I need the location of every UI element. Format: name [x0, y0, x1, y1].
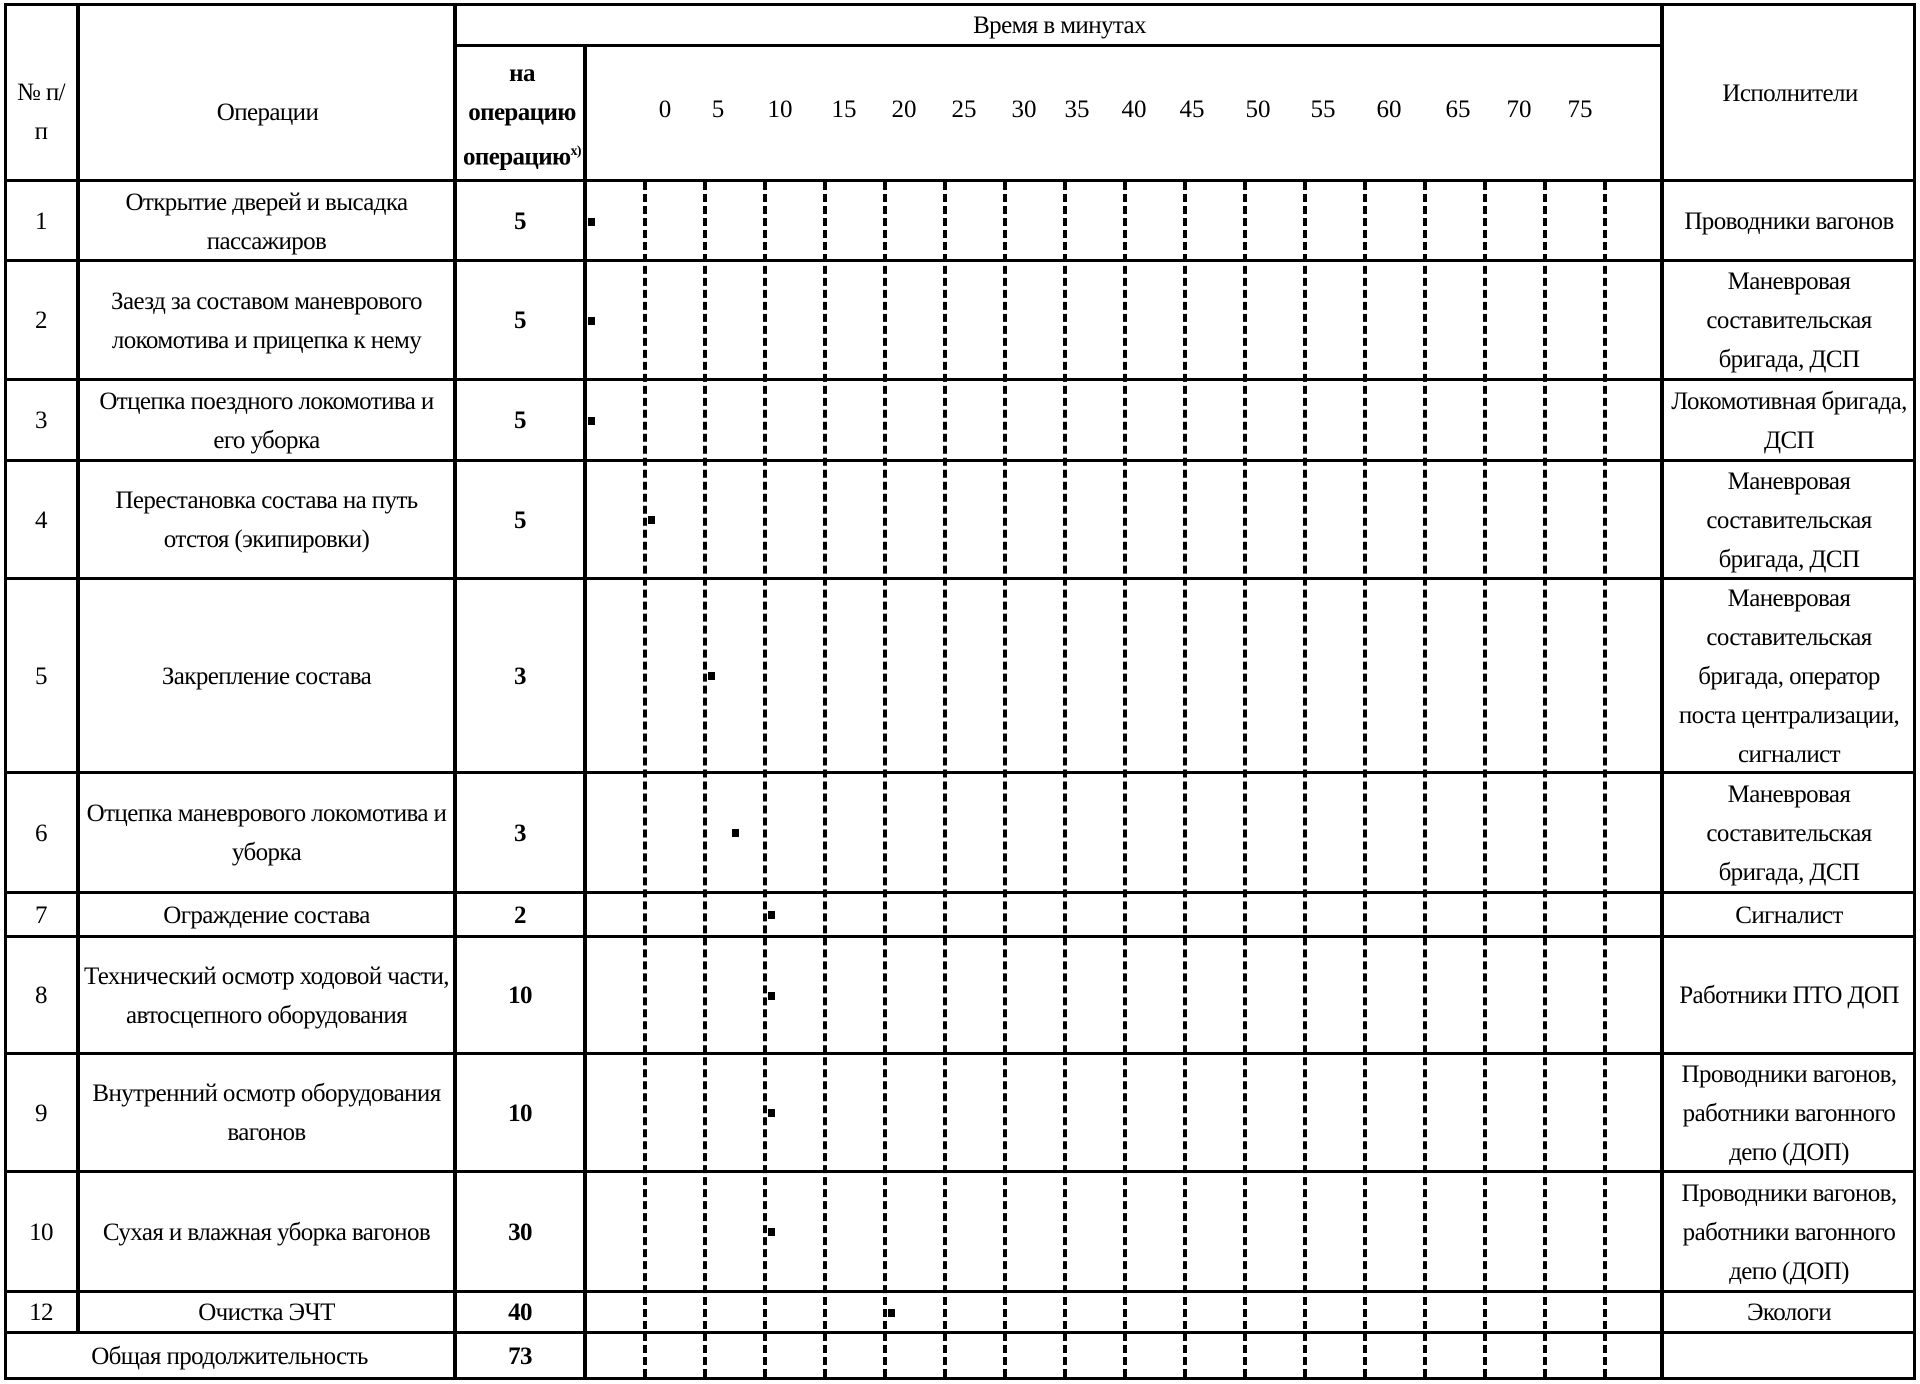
header-executors: Исполнители: [1722, 79, 1858, 107]
row-duration: 10: [508, 982, 532, 1009]
row-operation: Внутренний осмотр оборудования вагонов: [92, 1080, 441, 1146]
total-label: Общая продолжительность: [91, 1343, 368, 1370]
operation-start-marker: [708, 672, 715, 680]
border-line: [4, 1052, 1916, 1055]
minute-tick: 30: [1011, 96, 1037, 123]
per-op-label-suffix: операцию$^{х)}$: [463, 143, 581, 171]
minute-tick: 40: [1121, 96, 1147, 123]
row-num: 12: [29, 1299, 53, 1326]
minute-tick: 15: [831, 96, 857, 123]
row-duration: 10: [508, 1099, 532, 1127]
row-duration: 5: [514, 307, 526, 334]
border-line: [4, 1170, 1916, 1173]
minute-gridline: [1063, 182, 1067, 1377]
border-line: [455, 44, 1662, 47]
border-line: [1660, 3, 1664, 1380]
minute-tick: 10: [767, 96, 793, 123]
minute-gridline: [1303, 182, 1307, 1377]
row-num: 2: [35, 307, 47, 334]
minute-tick: 50: [1245, 96, 1271, 123]
row-duration: 2: [514, 901, 526, 929]
border-line: [76, 3, 80, 1333]
minute-gridline: [763, 182, 767, 1377]
minute-gridline: [1483, 182, 1487, 1377]
border-line: [1913, 3, 1916, 1380]
row-operation: Закрепление состава: [161, 662, 372, 690]
operation-start-marker: [768, 911, 775, 919]
border-line: [4, 577, 1916, 580]
border-line: [4, 3, 7, 1380]
row-duration: 3: [514, 819, 526, 847]
operation-start-marker: [768, 1228, 775, 1236]
row-num: 5: [35, 662, 47, 690]
operation-start-marker: [768, 992, 775, 1000]
row-num: 9: [35, 1099, 47, 1127]
row-operation: Отцепка маневрового локомотива и уборка: [86, 800, 447, 866]
operation-start-marker: [648, 516, 655, 524]
minute-gridline: [1543, 182, 1547, 1377]
minute-gridline: [1363, 182, 1367, 1377]
border-line: [4, 1377, 1916, 1380]
header-per-operation: [457, 50, 587, 180]
minute-tick: 70: [1506, 96, 1532, 123]
operation-start-marker: [588, 317, 595, 325]
minute-tick: 25: [951, 96, 977, 123]
border-line: [453, 3, 457, 1380]
row-duration: 3: [514, 662, 526, 690]
row-executor: Проводники вагонов, работники вагонного депо (ДОП): [1681, 1060, 1897, 1166]
header-time: Время в минутах: [973, 11, 1146, 39]
border-line: [4, 1331, 1916, 1334]
operation-start-marker: [732, 829, 739, 837]
row-operation: Ограждение состава: [163, 901, 370, 929]
row-executor: Сигналист: [1735, 901, 1843, 929]
row-operation: Технический осмотр ходовой части, автосцепного оборудования: [84, 962, 449, 1029]
operation-start-marker: [588, 417, 595, 425]
row-executor: Проводники вагонов: [1684, 208, 1894, 235]
border-line: [4, 3, 1916, 6]
minute-tick: 75: [1567, 96, 1593, 123]
border-line: [4, 179, 1916, 182]
operation-start-marker: [588, 218, 595, 226]
minute-gridline: [1003, 182, 1007, 1377]
row-num: 1: [35, 208, 47, 235]
border-line: [4, 259, 1916, 262]
row-num: 3: [35, 407, 47, 434]
row-executor: Маневровая составительская бригада, ДСП: [1706, 467, 1872, 573]
minute-tick: 35: [1064, 96, 1090, 123]
row-duration: 30: [508, 1218, 532, 1246]
total-duration: 73: [508, 1343, 532, 1370]
minute-gridline: [823, 182, 827, 1377]
header-operations: Операции: [216, 98, 319, 126]
operation-start-marker: [888, 1309, 895, 1317]
border-line: [4, 1290, 1916, 1293]
minute-gridline: [883, 182, 887, 1377]
row-executor: Маневровая составительская бригада, ДСП: [1706, 780, 1872, 886]
row-executor: Локомотивная бригада, ДСП: [1671, 387, 1907, 454]
row-num: 4: [35, 506, 47, 534]
border-line: [4, 891, 1916, 894]
row-operation: Перестановка состава на путь отстоя (экипировки): [115, 487, 418, 553]
row-operation: Заезд за составом маневрового локомотива и прицепка к нему: [111, 287, 422, 354]
row-operation: Сухая и влажная уборка вагонов: [102, 1218, 431, 1246]
row-operation: Отцепка поездного локомотива и его уборка: [99, 387, 434, 454]
minute-tick: 65: [1445, 96, 1471, 123]
border-line: [4, 378, 1916, 381]
minute-gridline: [1123, 182, 1127, 1377]
border-line: [4, 459, 1916, 462]
minute-tick: 0: [658, 96, 672, 123]
row-operation: Очистка ЭЧТ: [198, 1299, 335, 1326]
row-executor: Маневровая составительская бригада, ДСП: [1706, 268, 1872, 373]
row-duration: 40: [508, 1299, 532, 1326]
operation-start-marker: [768, 1109, 775, 1117]
row-executor: Работники ПТО ДОП: [1679, 982, 1899, 1009]
minute-tick: 60: [1376, 96, 1402, 123]
row-num: 6: [35, 819, 47, 847]
minute-tick: 5: [711, 96, 725, 123]
row-executor: Экологи: [1747, 1299, 1831, 1326]
minute-gridline: [943, 182, 947, 1377]
row-duration: 5: [514, 407, 526, 434]
minute-gridline: [703, 182, 707, 1377]
row-num: 10: [29, 1218, 53, 1246]
minute-gridline: [1603, 182, 1607, 1377]
per-op-label: на операцию: [468, 59, 576, 126]
minute-gridline: [1183, 182, 1187, 1377]
header-num: № п/п: [16, 79, 66, 145]
row-num: 8: [35, 982, 47, 1009]
row-executor: Проводники вагонов, работники вагонного депо (ДОП): [1681, 1179, 1897, 1285]
minute-gridline: [1423, 182, 1427, 1377]
minute-tick: 55: [1310, 96, 1336, 123]
minute-tick: 20: [891, 96, 917, 123]
border-line: [4, 771, 1916, 774]
row-duration: 5: [514, 506, 526, 534]
row-executor: Маневровая составительская бригада, оператор поста централизации, сигналист: [1678, 584, 1900, 768]
minute-gridline: [643, 182, 647, 1377]
row-num: 7: [35, 901, 47, 929]
border-line: [4, 935, 1916, 938]
minute-tick: 45: [1179, 96, 1205, 123]
border-line: [583, 44, 587, 1380]
row-duration: 5: [514, 208, 526, 235]
minute-gridline: [1243, 182, 1247, 1377]
row-operation: Открытие дверей и высадка пассажиров: [125, 188, 408, 255]
